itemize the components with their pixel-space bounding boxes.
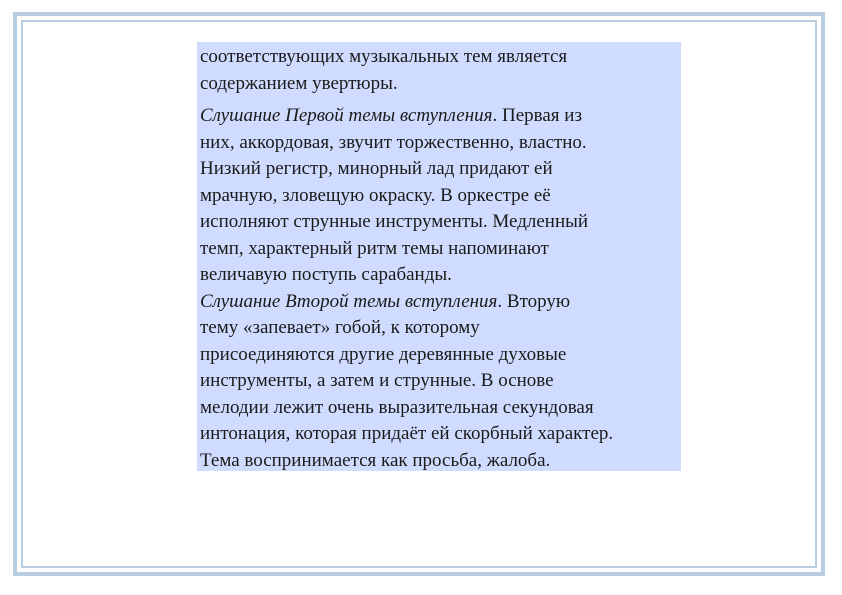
paragraph-overture-content <box>200 44 679 97</box>
paragraph-line: соответствующих музыкальных тем является <box>200 46 568 67</box>
paragraph-line: них, аккордовая, звучит торжественно, властно. <box>200 131 587 153</box>
paragraph-second-theme <box>200 289 679 475</box>
paragraph-line: Тема воспринимается как просьба, жалоба. <box>200 449 551 471</box>
paragraph-line: присоединяются другие деревянные духовые <box>200 343 567 365</box>
paragraph-line: величавую поступь сарабанды. <box>200 264 452 285</box>
paragraph-line: содержанием увертюры. <box>200 72 398 94</box>
paragraph-line: мрачную, зловещую окраску. В оркестре её <box>200 184 551 206</box>
paragraph-line: . Первая из <box>492 105 582 126</box>
paragraph-line: . Вторую <box>497 290 571 312</box>
paragraph-line: тему «запевает» гобой, к которому <box>200 317 480 338</box>
paragraph-line: инструменты, а затем и струнные. В основе <box>200 370 554 391</box>
paragraph-line: мелодии лежит очень выразительная секундовая <box>200 396 594 418</box>
paragraph-first-theme <box>200 103 679 289</box>
paragraph-line: Низкий регистр, минорный лад придают ей <box>200 158 553 179</box>
first-theme-heading: Слушание Первой темы вступления <box>200 105 493 126</box>
paragraph-line: исполняют струнные инструменты. Медленный <box>200 211 589 232</box>
paragraph-line: интонация, которая придаёт ей скорбный характер. <box>200 423 614 444</box>
second-theme-heading: Слушание Второй темы вступления <box>200 290 498 312</box>
text-block <box>197 42 681 471</box>
paragraph-line: темп, характерный ритм темы напоминают <box>200 237 549 259</box>
